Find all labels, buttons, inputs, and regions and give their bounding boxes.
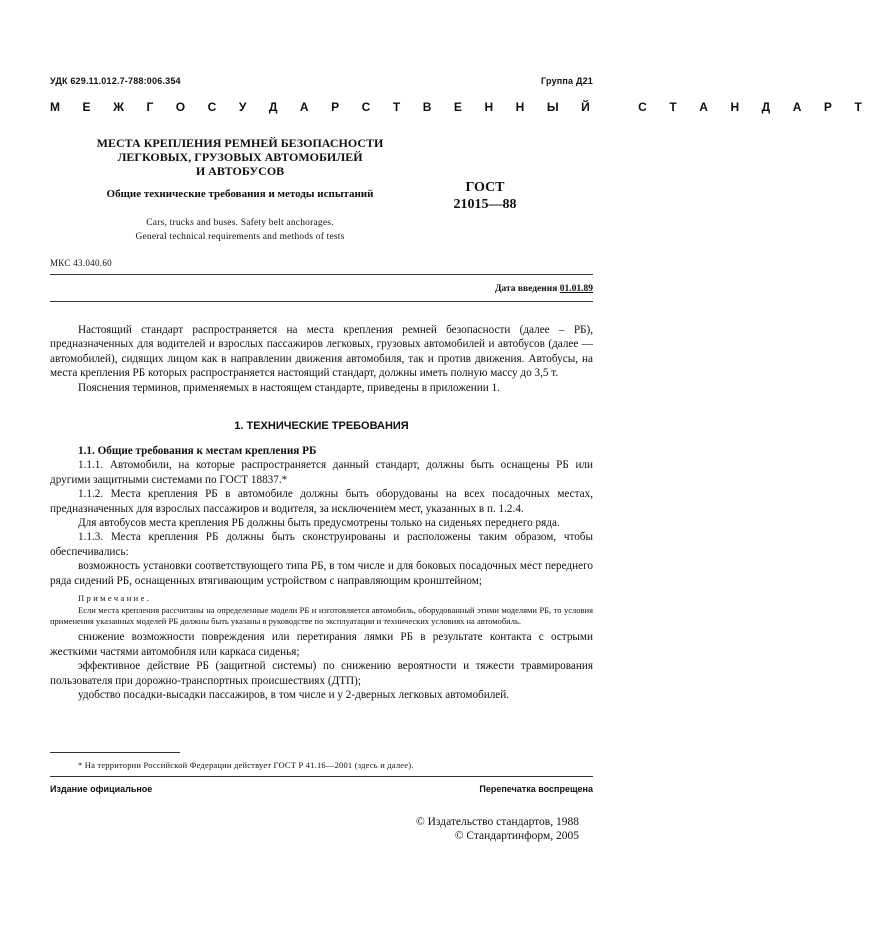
gost-number: 21015—88 (453, 197, 517, 212)
english-title-line-1: Cars, trucks and buses. Safety belt anchorages. (146, 218, 334, 228)
subsection-1-1-heading: 1.1. Общие требования к местам крепления РБ (78, 445, 317, 457)
note-text: Если места крепления рассчитаны на определенные модели РБ и изготовляется автомобиль, оборудованный этими моделями РБ, то условия применения указанных моделей РБ должны быть указаны в руководстве по эксплуатации и технических условиях на автомобиль. (50, 605, 593, 627)
divider-top (50, 274, 593, 275)
paragraph-1-1-2: 1.1.2. Места крепления РБ в автомобиле должны быть оборудованы на всех посадочных местах, предназначенных для взрослых пассажиров и водителя, за исключением мест, указанных в п. 1.2.4. (50, 488, 593, 515)
english-title-line-2: General technical requirements and methods of tests (135, 232, 345, 242)
paragraph-comfort: удобство посадки-высадки пассажиров, в том числе и у 2-дверных легковых автомобилей. (78, 689, 510, 702)
gost-label: ГОСТ (465, 180, 505, 195)
edition-label: Издание официальное (50, 784, 153, 794)
footnote: * На территории Российской Федерации действует ГОСТ Р 41.16—2001 (здесь и далее). (78, 760, 414, 770)
gost-block (430, 179, 540, 213)
intro-paragraph-1: Настоящий стандарт распространяется на места крепления ремней безопасности (далее – РБ), предназначенных для водителей и взрослых пассажиров легковых, грузовых автомобилей и автобусов (далее — автомобилей), сидящих лицом как в направлении движения автомобиля, так и против движения. Автобусы, на места крепления РБ которых распространяется настоящий стандарт, должны иметь полную массу до 3,5 т. (50, 324, 593, 380)
standard-type-heading: М Е Ж Г О С У Д А Р С Т В Е Н Н Ы Й С Т А Н Д А Р Т (50, 100, 871, 114)
note-heading: Примечание. (78, 593, 152, 604)
paragraph-1-1-3: 1.1.3. Места крепления РБ должны быть сконструированы и расположены таким образом, чтобы обеспечивались: (50, 531, 593, 558)
section-1-text (50, 444, 593, 703)
title-line-1: МЕСТА КРЕПЛЕНИЯ РЕМНЕЙ БЕЗОПАСНОСТИ (96, 136, 384, 150)
title-line-3: И АВТОБУСОВ (195, 164, 285, 178)
title-line-2: ЛЕГКОВЫХ, ГРУЗОВЫХ АВТОМОБИЛЕЙ (117, 150, 363, 164)
paragraph-1-1-1: 1.1.1. Автомобили, на которые распространяется данный стандарт, должны быть оснащены РБ или другими защитными системами по ГОСТ 18837.* (50, 459, 593, 486)
section-1-heading: 1. ТЕХНИЧЕСКИЕ ТРЕБОВАНИЯ (234, 420, 409, 432)
footnote-rule (50, 752, 180, 753)
paragraph-reduce: снижение возможности повреждения или перетирания лямки РБ в результате контакта с острыми жесткими частями автомобиля или каркаса сиденья; (50, 631, 593, 658)
copyright-block (416, 815, 579, 843)
reprint-label: Перепечатка воспрещена (479, 784, 593, 794)
udk-code: УДК 629.11.012.7-788:006.354 (50, 76, 181, 86)
intro-date (495, 284, 593, 294)
intro-text (50, 323, 593, 395)
intro-paragraph-2: Пояснения терминов, применяемых в настоящем стандарте, приведены в приложении 1. (78, 381, 500, 394)
copyright-1988: © Издательство стандартов, 1988 (415, 816, 579, 828)
copyright-2005: © Стандартинформ, 2005 (454, 830, 579, 842)
intro-date-label: Дата введения (494, 284, 558, 294)
paragraph-buses: Для автобусов места крепления РБ должны быть предусмотрены только на сиденьях переднего ряда. (78, 517, 560, 530)
subtitle: Общие технические требования и методы испытаний (106, 188, 374, 200)
title-block (60, 136, 420, 178)
paragraph-possibility: возможность установки соответствующего типа РБ, в том числе и для боковых посадочных мест переднего ряда сидений РБ, оснащенных втягивающим устройством с направляющим кронштейном; (50, 560, 593, 587)
paragraph-effective: эффективное действие РБ (защитной системы) по снижению вероятности и тяжести травмирования пользователя при дорожно-транспортных происшествиях (ДТП); (50, 660, 593, 687)
divider-date (50, 301, 593, 302)
english-title (60, 216, 420, 244)
divider-footer (50, 776, 593, 777)
mks-code: МКС 43.040.60 (50, 258, 112, 268)
group-code: Группа Д21 (541, 76, 593, 86)
intro-date-value: 01.01.89 (559, 284, 593, 294)
